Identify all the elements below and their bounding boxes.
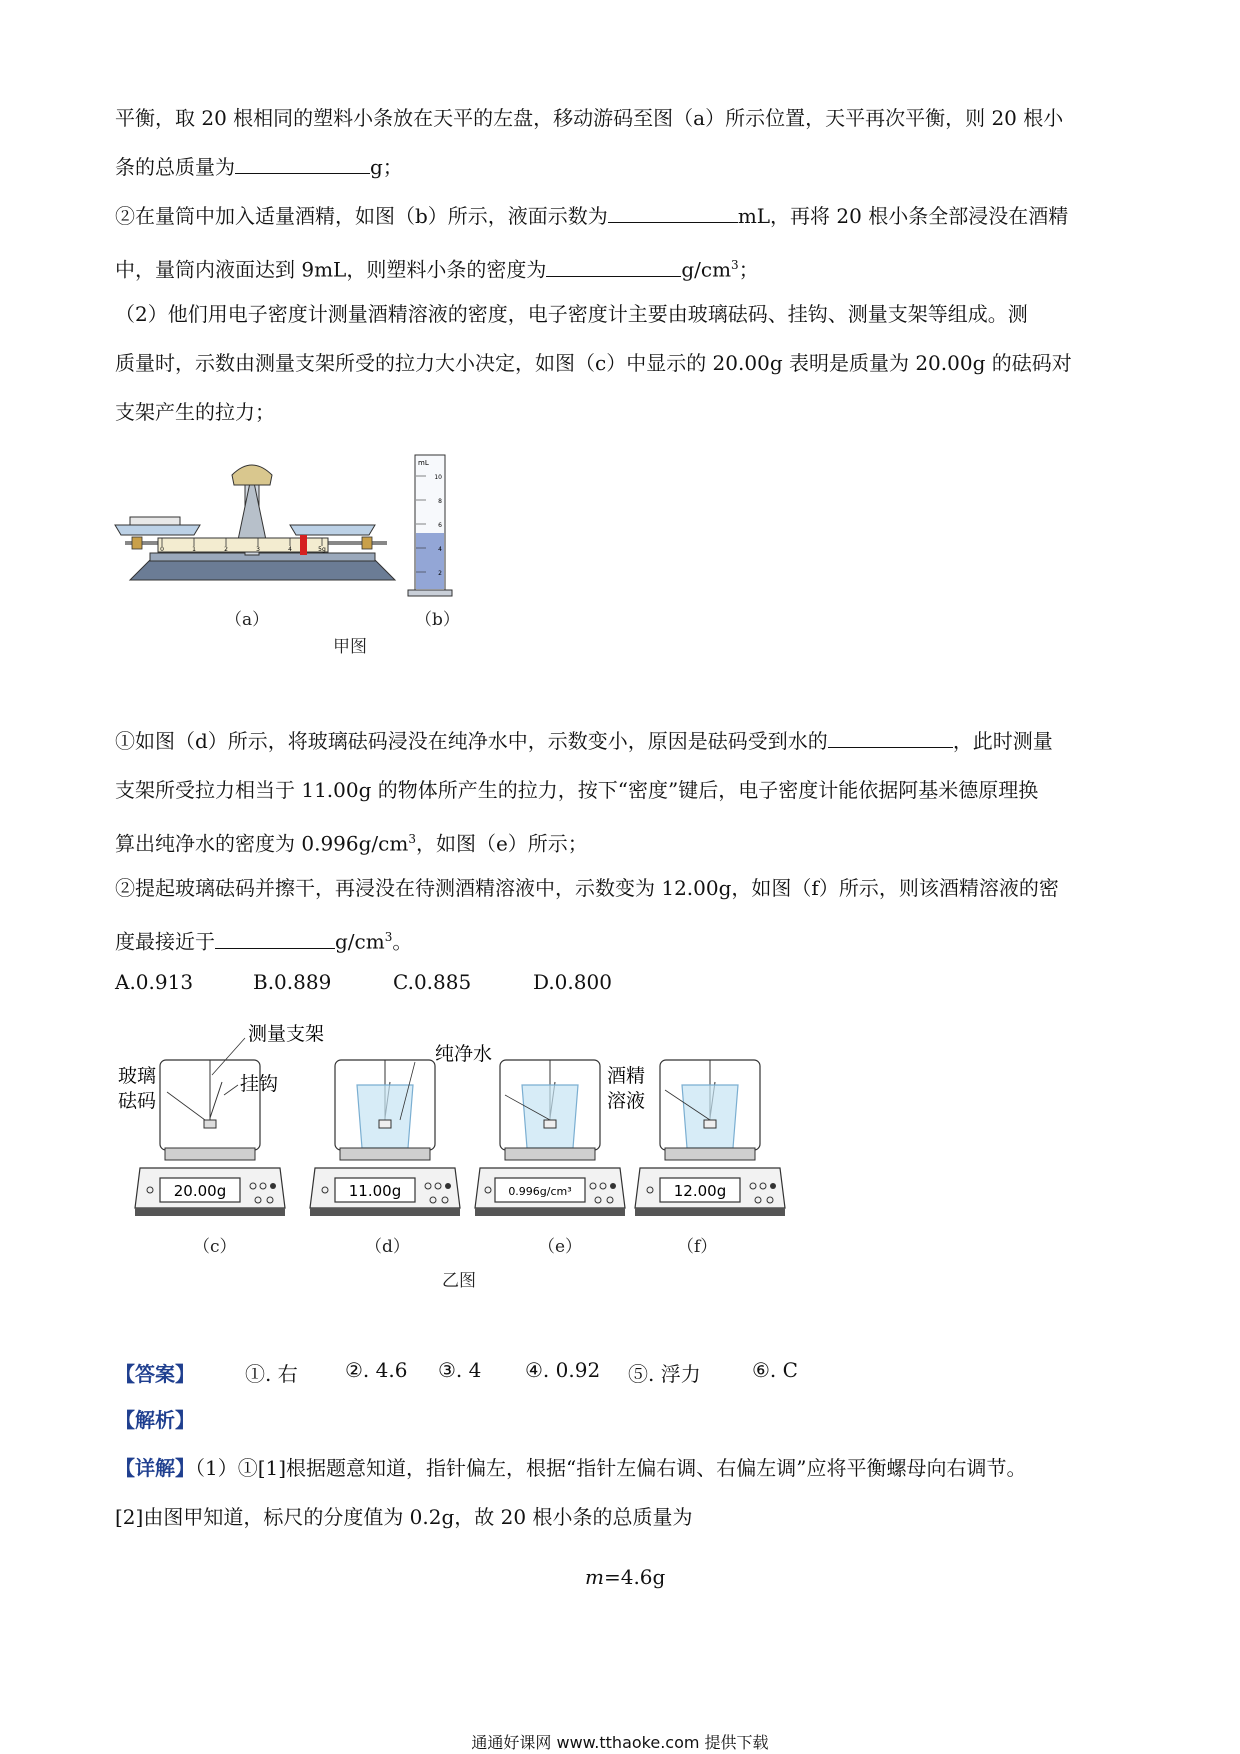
- text-line: 质量时，示数由测量支架所受的拉力大小决定，如图（c）中显示的 20.00g 表明是质量为 20.00g 的砝码对: [115, 351, 1072, 375]
- text-line: [115, 727, 1053, 755]
- glass-weight: [204, 1120, 216, 1128]
- text-line: [115, 153, 403, 181]
- reading-c: 20.00g: [173, 1182, 227, 1200]
- text-segment: ①如图（d）所示，将玻璃砝码浸没在纯净水中，示数变小，原因是砝码受到水的: [115, 729, 828, 753]
- figure-caption: 甲图: [333, 637, 367, 657]
- answer-blank: [608, 202, 738, 223]
- text-segment: 度最接近于: [115, 929, 215, 954]
- superscript: 3: [408, 832, 416, 846]
- text-segment: 中，量筒内液面达到 9mL，则塑料小条的密度为: [115, 257, 547, 282]
- ruler-tick: 4: [288, 546, 292, 553]
- text-line: 平衡，取 20 根相同的塑料小条放在天平的左盘，移动游码至图（a）所示位置，天平再次平衡，则 20 根小: [115, 106, 1064, 130]
- text-segment: g；: [370, 155, 403, 179]
- text-segment: mL，再将 20 根小条全部浸没在酒精: [737, 204, 1069, 228]
- figure-caption: 乙图: [442, 1271, 476, 1291]
- text-segment: ；: [738, 257, 759, 282]
- balance-nut-left: [132, 537, 142, 549]
- reading-d: 11.00g: [348, 1182, 402, 1200]
- answer-item: ④. 0.92: [525, 1358, 601, 1382]
- text-line: [115, 202, 1068, 230]
- text-line: 支架产生的拉力；: [115, 400, 275, 424]
- text-line: [115, 825, 588, 858]
- cylinder-tick: 10: [434, 474, 442, 481]
- answer-item: ③. 4: [438, 1358, 482, 1382]
- figure-d-label: （d）: [365, 1237, 410, 1257]
- answer-item: ⑤. 浮力: [628, 1362, 701, 1386]
- formula-value: =4.6g: [603, 1565, 666, 1589]
- text-segment: 。: [392, 929, 413, 954]
- reading-f: 12.00g: [673, 1182, 727, 1200]
- beaker: [522, 1085, 578, 1148]
- text-segment: （1）①[1]根据题意知道，指针偏左，根据“指针左偏右调、右偏左调”应将平衡螺母向右调节。: [195, 1456, 1027, 1480]
- cylinder-tick: 8: [438, 498, 442, 505]
- balance-base: [130, 560, 395, 580]
- text-segment: 条的总质量为: [115, 155, 235, 179]
- text-segment: ②在量筒中加入适量酒精，如图（b）所示，液面示数为: [115, 204, 608, 228]
- cylinder-liquid: [416, 533, 444, 589]
- beaker: [357, 1085, 413, 1148]
- ruler-tick: 1: [192, 546, 196, 553]
- label-glass-weight: 玻璃: [118, 1065, 157, 1087]
- label-hook: 挂钩: [240, 1073, 279, 1095]
- label-pure-water: 纯净水: [435, 1043, 493, 1065]
- label-alcohol: 酒精: [607, 1065, 646, 1087]
- label-alcohol: 溶液: [607, 1090, 646, 1112]
- text-segment: 算出纯净水的密度为 0.996g/cm: [115, 831, 409, 856]
- label-glass-weight: 砝码: [118, 1090, 157, 1112]
- balance-base-top: [150, 553, 375, 561]
- ruler-tick: 3: [256, 546, 260, 553]
- text-segment: g/cm: [681, 257, 732, 282]
- density-meter-f: [635, 1060, 785, 1216]
- text-line: [115, 251, 759, 284]
- cylinder-unit: mL: [418, 459, 429, 467]
- superscript: 3: [731, 258, 739, 272]
- text-line: （2）他们用电子密度计测量酒精溶液的密度，电子密度计主要由玻璃砝码、挂钩、测量支架等组成。测: [115, 302, 1028, 326]
- figure-e-label: （e）: [538, 1237, 583, 1257]
- ruler-tick: 2: [224, 546, 228, 553]
- text-line: [115, 1454, 1027, 1482]
- answer-item: ①. 右: [245, 1362, 298, 1386]
- right-pan: [290, 525, 375, 535]
- answer-item: ②. 4.6: [345, 1358, 408, 1382]
- answer-blank: [828, 727, 953, 748]
- left-pan: [115, 525, 200, 535]
- answer-item: ⑥. C: [752, 1358, 798, 1382]
- cylinder-tick: 4: [438, 546, 442, 553]
- formula-variable: m: [585, 1565, 604, 1589]
- text-line: 支架所受拉力相当于 11.00g 的物体所产生的拉力，按下“密度”键后，电子密度计能依据阿基米德原理换: [115, 778, 1039, 802]
- text-line: [2]由图甲知道，标尺的分度值为 0.2g，故 20 根小条的总质量为: [115, 1505, 693, 1529]
- answer-blank: [215, 928, 335, 949]
- density-meter-e: [475, 1060, 625, 1216]
- text-segment: g/cm: [335, 929, 385, 954]
- text-line: [115, 923, 412, 956]
- option-a: A.0.913: [115, 970, 194, 994]
- option-c: C.0.885: [393, 970, 472, 994]
- figure-yi: [110, 1020, 790, 1235]
- balance-dial: [232, 465, 272, 485]
- ruler-tick: 0: [160, 546, 164, 553]
- figure-b-label: （b）: [415, 610, 460, 630]
- label-bracket: 测量支架: [248, 1023, 325, 1045]
- text-segment: ，如图（e）所示；: [415, 831, 588, 856]
- footer: 通通好课网 www.tthaoke.com 提供下载: [471, 1733, 769, 1752]
- answer-tag: 【答案】: [115, 1362, 195, 1386]
- detail-tag: 【详解】: [115, 1456, 195, 1480]
- option-d: D.0.800: [533, 970, 612, 994]
- figure-jia: [110, 445, 470, 615]
- balance-nut-right: [362, 537, 372, 549]
- plastic-strips: [130, 517, 180, 525]
- analysis-tag: 【解析】: [115, 1408, 195, 1432]
- text-line: ②提起玻璃砝码并擦干，再浸没在待测酒精溶液中，示数变为 12.00g，如图（f）所示，则该酒精溶液的密: [115, 876, 1059, 900]
- density-meter-d: [310, 1060, 460, 1216]
- answer-blank: [546, 256, 681, 277]
- figure-f-label: （f）: [677, 1237, 718, 1257]
- cylinder-tick: 2: [438, 570, 442, 577]
- reading-e: 0.996g/cm³: [508, 1185, 572, 1198]
- option-b: B.0.889: [253, 970, 332, 994]
- answer-blank: [235, 153, 370, 174]
- rider: [300, 535, 307, 555]
- superscript: 3: [384, 930, 393, 944]
- cylinder-tick: 6: [438, 522, 442, 529]
- beaker: [682, 1085, 738, 1148]
- figure-c-label: （c）: [193, 1237, 237, 1257]
- ruler-tick: 5g: [318, 546, 326, 553]
- figure-a-label: （a）: [225, 610, 270, 630]
- formula: [585, 1563, 665, 1591]
- text-segment: ，此时测量: [952, 729, 1053, 753]
